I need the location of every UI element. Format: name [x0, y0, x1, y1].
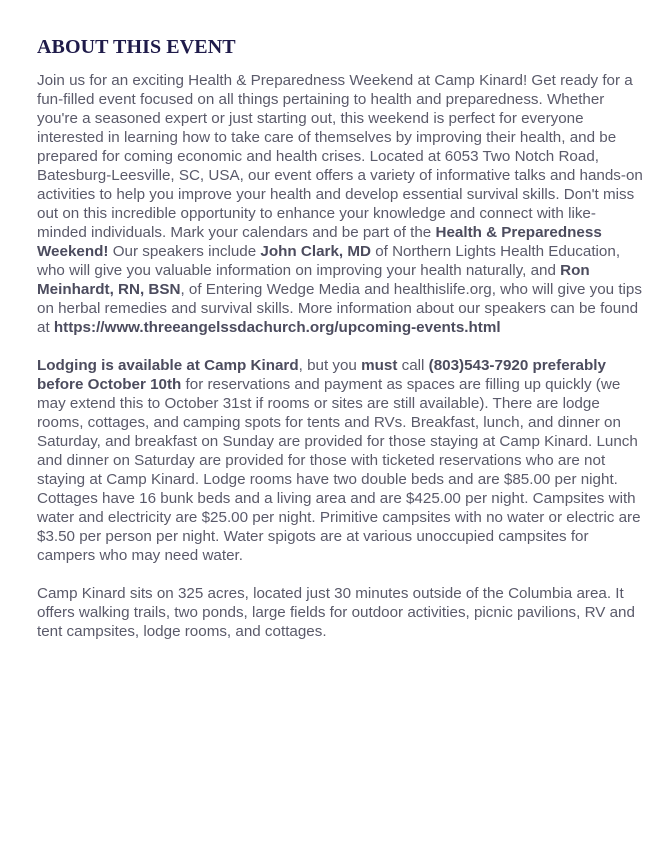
event-name: Health & Preparedness Weekend! — [37, 224, 602, 260]
lodging-paragraph — [37, 356, 645, 565]
lodging-availability: Lodging is available at Camp Kinard — [37, 357, 299, 374]
intro-text-2: Our speakers include — [108, 243, 261, 260]
intro-text-3: of Northern Lights Health Education, who will give you valuable information on improving your health naturally, and — [37, 243, 621, 279]
section-heading: ABOUT THIS EVENT — [37, 36, 236, 58]
event-description — [37, 36, 645, 660]
camp-text: Camp Kinard sits on 325 acres, located just 30 minutes outside of the Columbia area. It offers walking trails, two ponds, large fields for outdoor activities, picnic pavilions, RV and tent campsites, lodge rooms, and cottages. — [37, 585, 635, 640]
speakers-info-url: https://www.threeangelssdachurch.org/upcoming-events.html — [53, 319, 501, 336]
intro-paragraph — [37, 71, 645, 337]
lodging-text-1: , but you — [298, 357, 362, 374]
intro-text-4: , of Entering Wedge Media and healthislife.org, who will give you tips on herbal remedies and survival skills. More information about our speakers can be found at — [37, 281, 642, 336]
speaker-1-name: John Clark, MD — [260, 243, 371, 260]
speaker-2-name: Ron Meinhardt, RN, BSN — [37, 262, 590, 298]
lodging-text-3: for reservations and payment as spaces are filling up quickly (we may extend this to October 31st if rooms or sites are still available). There are lodge rooms, cottages, and camping spots for tents and RVs. Breakfast, lunch, and dinner on Saturday, and breakfast on Sunday are provided for those staying at Camp Kinard. Lunch and dinner on Saturday are provided for those with ticketed reservations who are not staying at Camp Kinard. Lodge rooms have two double beds and are $85.00 per night. Cottages have 16 bunk beds and a living area and are $425.00 per night. Campsites with water and electricity are $25.00 per night. Primitive campsites with no water or electric are $3.50 per person per night. Water spigots are at various unoccupied campsites for campers who may need water. — [37, 376, 641, 564]
camp-paragraph — [37, 584, 645, 641]
reservation-phone: (803)543-7920 preferably before October 10th — [37, 357, 606, 393]
intro-text-1: Join us for an exciting Health & Preparedness Weekend at Camp Kinard! Get ready for a fun-filled event focused on all things pertaining to health and preparedness. Whether you're a seasoned expert or just starting out, this weekend is perfect for everyone interested in learning how to take care of themselves by improving their health, and be prepared for coming economic and health crises. Located at 6053 Two Notch Road, Batesburg-Leesville, SC, USA, our event offers a variety of informative talks and hands-on activities to help you improve your health and develop essential survival skills. Don't miss out on this incredible opportunity to enhance your knowledge and connect with like-minded individuals. Mark your calendars and be part of the — [37, 72, 643, 241]
lodging-must: must — [361, 357, 398, 374]
lodging-text-2: call — [397, 357, 429, 374]
